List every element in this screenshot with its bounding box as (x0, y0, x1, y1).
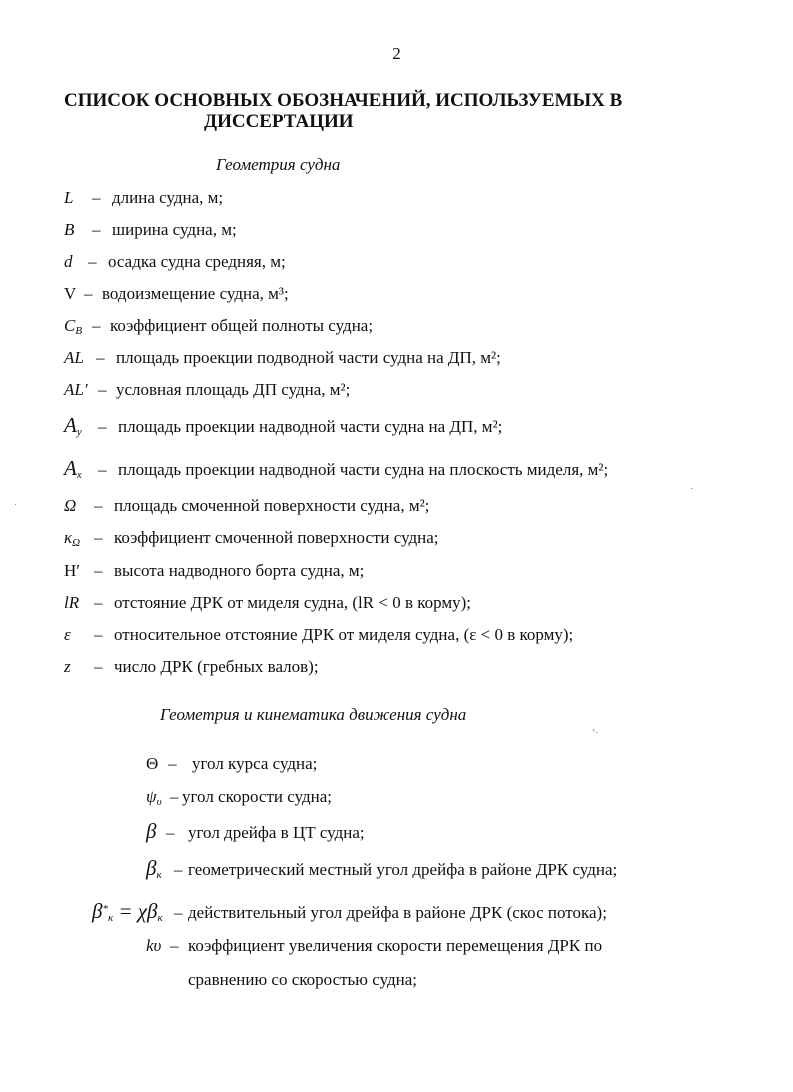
title-line-1: СПИСОК ОСНОВНЫХ ОБОЗНАЧЕНИЙ, ИСПОЛЬЗУЕМЫХ В (64, 90, 623, 111)
definition: условная площадь ДП судна, м²; (116, 380, 351, 399)
definition: ширина судна, м; (112, 220, 237, 239)
list-item: L – длина судна, м; (64, 188, 224, 207)
section-heading-kinematics: Геометрия и кинематика движения судна (160, 705, 467, 724)
list-item: z – число ДРК (гребных валов); (64, 657, 319, 676)
list-item: Θ – угол курса судна; (146, 754, 318, 773)
symbol: kυ (146, 936, 162, 955)
list-item: lR – отстояние ДРК от миделя судна, (lR < 0 в корму); (64, 593, 472, 612)
definition: угол курса судна; (192, 754, 318, 773)
list-item: kυ – коэффициент увеличения скорости перемещения ДРК по (146, 936, 603, 955)
definition: водоизмещение судна, м³; (102, 284, 289, 303)
definition: геометрический местный угол дрейфа в районе ДРК судна; (188, 860, 618, 879)
symbol: $\kappa_\Omega$ (64, 528, 81, 549)
symbol: V (64, 284, 77, 303)
list-item: H′ – высота надводного борта судна, м; (64, 561, 365, 580)
symbol: $C_B$ (64, 316, 83, 337)
list-item: $\beta^*_к = \chi\beta_к$ – действительный угол дрейфа в районе ДРК (скос потока); (92, 899, 607, 924)
symbol: β (146, 819, 157, 843)
list-item: Ω – площадь смоченной поверхности судна, м²; (64, 496, 430, 515)
definition: площадь проекции подводной части судна на ДП, м²; (116, 348, 501, 367)
symbol: $A_x$ (64, 456, 82, 481)
definition: площадь смоченной поверхности судна, м²; (114, 496, 430, 515)
list-item: $C_B$ – коэффициент общей полноты судна; (64, 316, 374, 337)
list-item: d – осадка судна средняя, м; (64, 252, 286, 271)
list-item-continuation (188, 969, 417, 991)
symbol: Θ (146, 754, 159, 773)
list-item: V – водоизмещение судна, м³; (64, 284, 289, 303)
symbol: ε (64, 625, 71, 644)
definition: площадь проекции надводной части судна на плоскость миделя, м²; (118, 460, 609, 479)
definition: отстояние ДРК от миделя судна, (lR < 0 в корму); (114, 593, 472, 612)
definition: число ДРК (гребных валов); (114, 657, 319, 676)
title-line-2: ДИССЕРТАЦИИ (204, 111, 354, 132)
symbol: $\beta_к$ (146, 856, 162, 881)
symbol: z (64, 657, 71, 676)
symbol: B (64, 220, 75, 239)
symbol: L (64, 188, 74, 207)
definition: осадка судна средняя, м; (108, 252, 286, 271)
section-heading-geometry: Геометрия судна (216, 155, 341, 174)
definition: длина судна, м; (112, 188, 224, 207)
symbol: $A_y$ (64, 413, 82, 438)
page-title (64, 90, 744, 132)
definition: коэффициент общей полноты судна; (110, 316, 374, 335)
definition: высота надводного борта судна, м; (114, 561, 365, 580)
list-item: β – угол дрейфа в ЦТ судна; (146, 819, 365, 843)
definition: площадь проекции надводной части судна на ДП, м²; (118, 417, 503, 436)
list-item: B – ширина судна, м; (64, 220, 237, 239)
list-item: $A_y$ – площадь проекции надводной части судна на ДП, м²; (64, 413, 503, 438)
list-item: $\psi_\upsilon$ – угол скорости судна; (146, 787, 333, 808)
definition: угол скорости судна; (182, 787, 333, 806)
page-number: 2 (392, 44, 401, 63)
symbol: lR (64, 593, 80, 612)
list-item: $\kappa_\Omega$ – коэффициент смоченной поверхности судна; (64, 528, 439, 549)
list-item: $\beta_к$ – геометрический местный угол дрейфа в районе ДРК судна; (146, 856, 618, 881)
definition: коэффициент увеличения скорости перемещения ДРК по (188, 936, 603, 955)
scan-speck: · (690, 484, 694, 495)
definition: относительное отстояние ДРК от миделя судна, (ε < 0 в корму); (114, 625, 574, 644)
symbol: AL (64, 348, 84, 367)
definition: действительный угол дрейфа в районе ДРК (скос потока); (188, 903, 607, 922)
symbol: H′ (64, 561, 80, 580)
list-item: AL′ – условная площадь ДП судна, м²; (64, 380, 351, 399)
scan-speck: · (14, 500, 18, 511)
definition: угол дрейфа в ЦТ судна; (188, 823, 365, 842)
symbol: AL′ (64, 380, 88, 399)
symbol: Ω (64, 496, 77, 515)
scan-speck: ‘· (592, 728, 599, 739)
symbol: $\beta^*_к = \chi\beta_к$ (92, 899, 163, 924)
definition: коэффициент смоченной поверхности судна; (114, 528, 439, 547)
list-item: $A_x$ – площадь проекции надводной части судна на плоскость миделя, м²; (64, 456, 609, 481)
symbol: $\psi_\upsilon$ (146, 787, 162, 808)
list-item: AL – площадь проекции подводной части судна на ДП, м²; (64, 348, 501, 367)
definition-continuation: сравнению со скоростью судна; (188, 970, 418, 989)
list-item: ε – относительное отстояние ДРК от миделя судна, (ε < 0 в корму); (64, 625, 574, 644)
symbol: d (64, 252, 73, 271)
